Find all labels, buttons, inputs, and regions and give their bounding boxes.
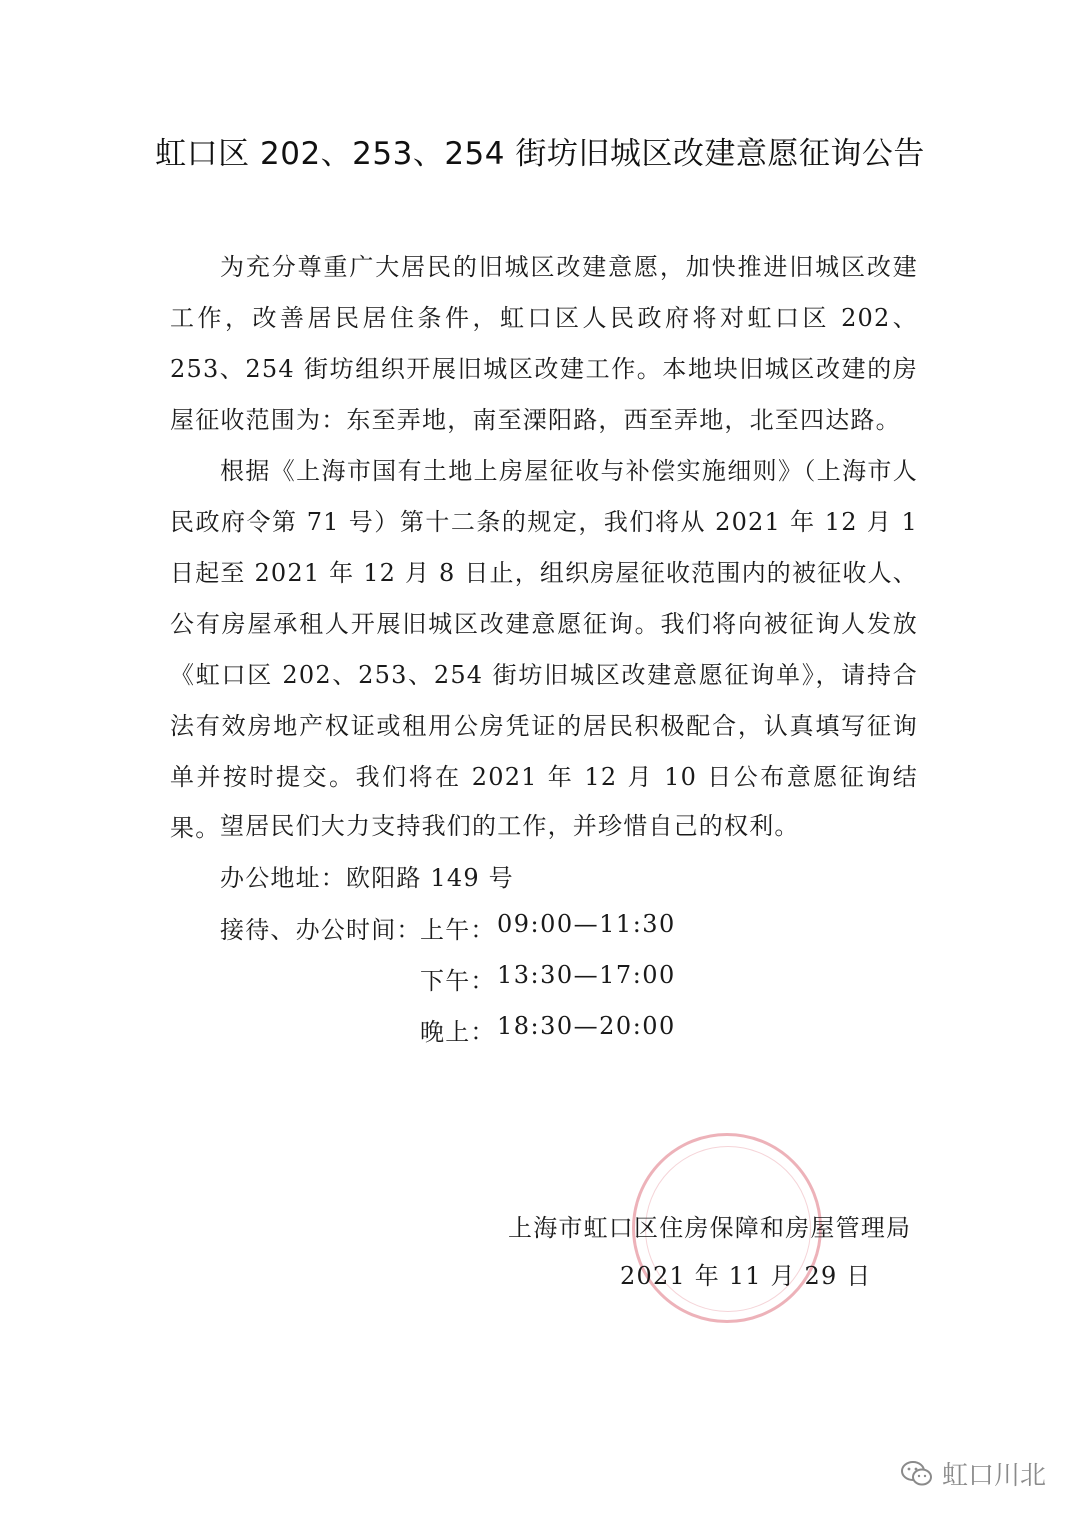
- schedule-period-evening: 晚上：: [420, 1018, 496, 1046]
- schedule-time-afternoon: 13:30—17:00: [497, 961, 676, 989]
- schedule-period-afternoon: 下午：: [420, 967, 496, 995]
- issuer-name: 上海市虹口区住房保障和房屋管理局: [508, 1214, 912, 1242]
- watermark-text: 虹口川北: [942, 1461, 1047, 1491]
- paragraph-text: 为充分尊重广大居民的旧城区改建意愿，加快推进旧城区改建工作，改善居民居住条件，虹口区人民政府将对虹口区 202、253、254 街坊组织开展旧城区改建工作。本地块旧城区改建的房屋征收范围为：东至弄地，南至溧阳路，西至弄地，北至四达路。: [170, 253, 918, 434]
- hours-label: 接待、办公时间：: [220, 916, 422, 944]
- issue-date: 2021 年 11 月 29 日: [620, 1262, 872, 1290]
- wechat-icon: [900, 1460, 934, 1488]
- schedule-time-evening: 18:30—20:00: [497, 1012, 676, 1040]
- watermark: [900, 1455, 1046, 1492]
- schedule-period-morning: 上午：: [420, 916, 496, 944]
- document-title: 虹口区 202、253、254 街坊旧城区改建意愿征询公告: [155, 136, 925, 172]
- schedule-time-morning: 09:00—11:30: [497, 910, 676, 938]
- appeal-line: 望居民们大力支持我们的工作，并珍惜自己的权利。: [220, 812, 800, 840]
- paragraph-regulation: [170, 446, 918, 854]
- paragraph-text: 根据《上海市国有土地上房屋征收与补偿实施细则》（上海市人民政府令第 71 号）第十二条的规定，我们将从 2021 年 12 月 1 日起至 2021 年 12 月 8 日止，组织房屋征收范围内的被征收人、公有房屋承租人开展旧城区改建意愿征询。我们将向被征询人发放《虹口区 202、253、254 街坊旧城区改建意愿征询单》，请持合法有效房地产权证或租用公房凭证的居民积极配合，认真填写征询单并按时提交。我们将在 2021 年 12 月 10 日公布意愿征询结果。: [170, 457, 918, 842]
- office-address: 办公地址：欧阳路 149 号: [220, 864, 514, 892]
- paragraph-intro: [170, 242, 918, 446]
